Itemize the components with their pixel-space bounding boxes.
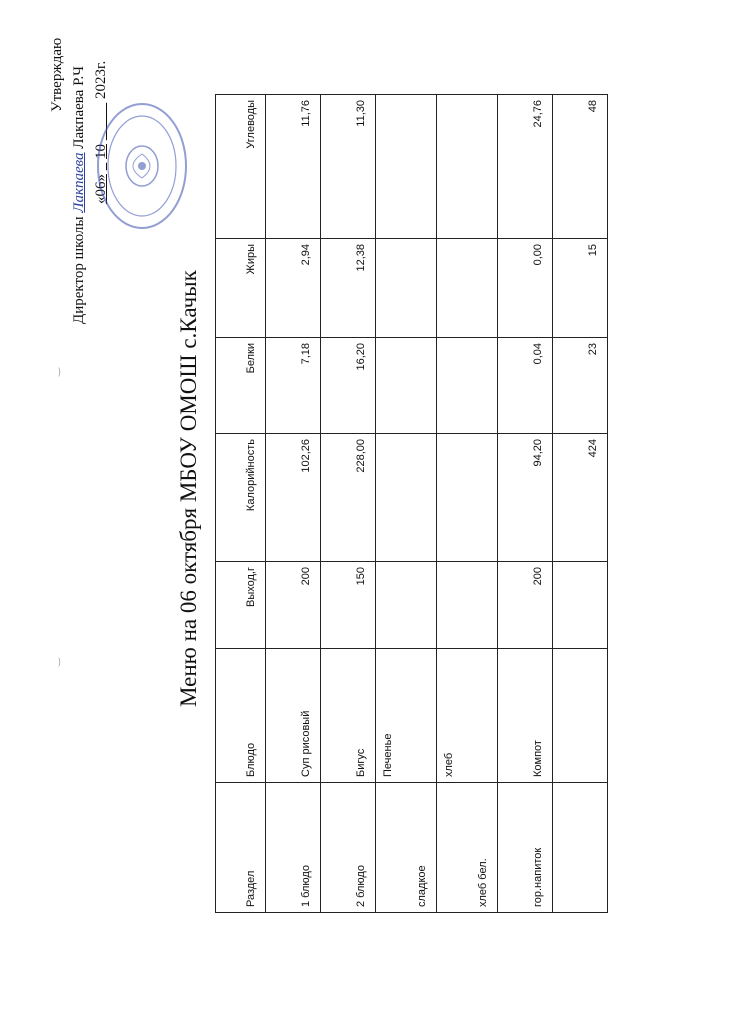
total-proteins: 23 bbox=[553, 338, 608, 434]
table-row bbox=[498, 95, 553, 913]
cell-proteins bbox=[437, 338, 498, 434]
approve-label: Утверждаю bbox=[49, 37, 65, 112]
total-carbs: 48 bbox=[553, 95, 608, 239]
school-stamp-seal bbox=[94, 100, 190, 232]
director-signature: Лакпаева bbox=[71, 152, 87, 213]
header-dish: Блюдо bbox=[216, 649, 266, 783]
menu-table bbox=[215, 94, 608, 913]
cell-carbs bbox=[376, 95, 437, 239]
table-row bbox=[321, 95, 376, 913]
cell-proteins: 7,18 bbox=[266, 338, 321, 434]
cell-section: сладкое bbox=[376, 783, 437, 913]
scan-artifact: ‿ bbox=[50, 367, 61, 376]
cell-yield: 200 bbox=[266, 562, 321, 649]
cell-section bbox=[553, 783, 608, 913]
page-title: Меню на 06 октября МБОУ ОМОШ с.Качык bbox=[176, 270, 201, 707]
cell-fats: 12,38 bbox=[321, 239, 376, 338]
cell-calories: 102,26 bbox=[266, 434, 321, 562]
cell-dish bbox=[553, 649, 608, 783]
cell-calories bbox=[376, 434, 437, 562]
cell-fats bbox=[376, 239, 437, 338]
table-row bbox=[266, 95, 321, 913]
cell-proteins bbox=[376, 338, 437, 434]
cell-section: хлеб бел. bbox=[437, 783, 498, 913]
cell-carbs: 24,76 bbox=[498, 95, 553, 239]
table-total-row bbox=[553, 95, 608, 913]
header-calories: Калорийность bbox=[216, 434, 266, 562]
cell-yield bbox=[553, 562, 608, 649]
director-label: Директор школы bbox=[71, 216, 87, 324]
cell-carbs: 11,30 bbox=[321, 95, 376, 239]
cell-fats: 0,00 bbox=[498, 239, 553, 338]
header-section: Раздел bbox=[216, 783, 266, 913]
total-calories: 424 bbox=[553, 434, 608, 562]
cell-yield: 150 bbox=[321, 562, 376, 649]
cell-section: гор.напиток bbox=[498, 783, 553, 913]
cell-section: 2 блюдо bbox=[321, 783, 376, 913]
cell-dish: Суп рисовый bbox=[266, 649, 321, 783]
table-header-row bbox=[216, 95, 266, 913]
cell-yield bbox=[437, 562, 498, 649]
header-fats: Жиры bbox=[216, 239, 266, 338]
table-row bbox=[376, 95, 437, 913]
table-row bbox=[437, 95, 498, 913]
cell-yield: 200 bbox=[498, 562, 553, 649]
director-name: Лакпаева Р.Ч bbox=[71, 65, 87, 149]
date-year: 2023г. bbox=[93, 60, 109, 99]
cell-section: 1 блюдо bbox=[266, 783, 321, 913]
cell-calories: 94,20 bbox=[498, 434, 553, 562]
cell-dish: Бигус bbox=[321, 649, 376, 783]
cell-carbs bbox=[437, 95, 498, 239]
header-yield: Выход,г bbox=[216, 562, 266, 649]
scan-artifact: ‿ bbox=[50, 657, 61, 666]
cell-proteins: 0,04 bbox=[498, 338, 553, 434]
cell-yield bbox=[376, 562, 437, 649]
cell-dish: Компот bbox=[498, 649, 553, 783]
date-month: 10 bbox=[93, 144, 109, 159]
cell-calories bbox=[437, 434, 498, 562]
cell-proteins: 16,20 bbox=[321, 338, 376, 434]
cell-fats: 2,94 bbox=[266, 239, 321, 338]
header-carbs: Углеводы bbox=[216, 95, 266, 239]
cell-dish: хлеб bbox=[437, 649, 498, 783]
header-proteins: Белки bbox=[216, 338, 266, 434]
total-fats: 15 bbox=[553, 239, 608, 338]
director-line bbox=[68, 38, 90, 324]
cell-calories: 228,00 bbox=[321, 434, 376, 562]
date-day: «06» bbox=[93, 174, 109, 204]
cell-dish: Печенье bbox=[376, 649, 437, 783]
cell-carbs: 11,76 bbox=[266, 95, 321, 239]
cell-fats bbox=[437, 239, 498, 338]
